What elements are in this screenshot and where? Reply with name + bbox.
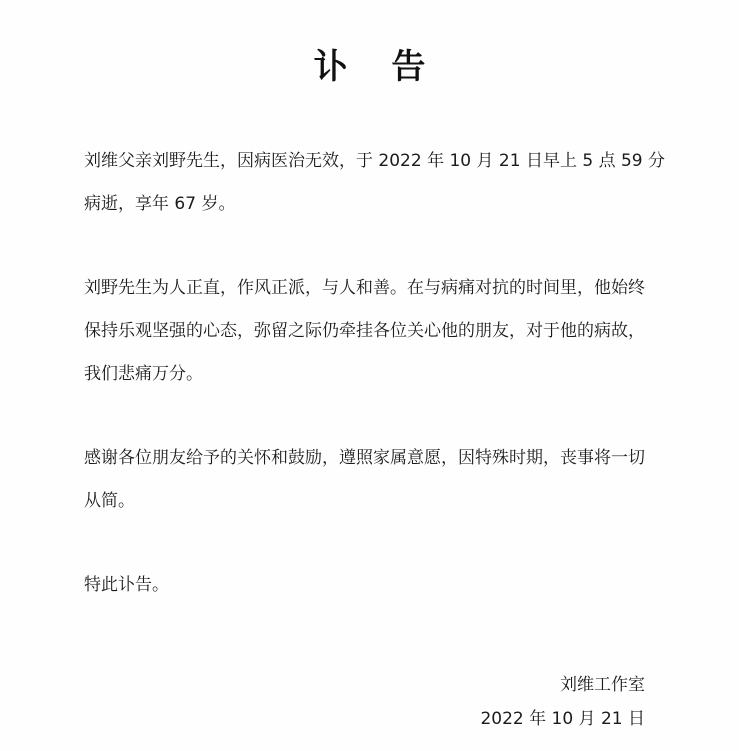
paragraph-closing [84, 564, 664, 607]
paragraph-thanks [84, 437, 664, 523]
paragraph-line: 我们悲痛万分。 [84, 364, 203, 384]
signature-organization: 刘维工作室 [560, 675, 645, 695]
paragraph-death-notice [84, 140, 664, 226]
paragraph-character [84, 267, 664, 396]
paragraph-line: 刘维父亲刘野先生，因病医治无效，于 2022 年 10 月 21 日早上 5 点 59 分 [84, 151, 666, 171]
document-title: 讣 告 [313, 47, 442, 87]
paragraph-line: 从简。 [84, 491, 135, 511]
paragraph-line: 病逝，享年 67 岁。 [84, 194, 236, 214]
paragraph-line: 刘野先生为人正直，作风正派，与人和善。在与病痛对抗的时间里，他始终 [84, 278, 645, 298]
signature-date: 2022 年 10 月 21 日 [480, 709, 645, 729]
paragraph-line: 感谢各位朋友给予的关怀和鼓励，遵照家属意愿，因特殊时期，丧事将一切 [84, 448, 645, 468]
paragraph-line: 保持乐观坚强的心态，弥留之际仍牵挂各位关心他的朋友，对于他的病故， [84, 321, 645, 341]
paragraph-line: 特此讣告。 [84, 575, 169, 595]
